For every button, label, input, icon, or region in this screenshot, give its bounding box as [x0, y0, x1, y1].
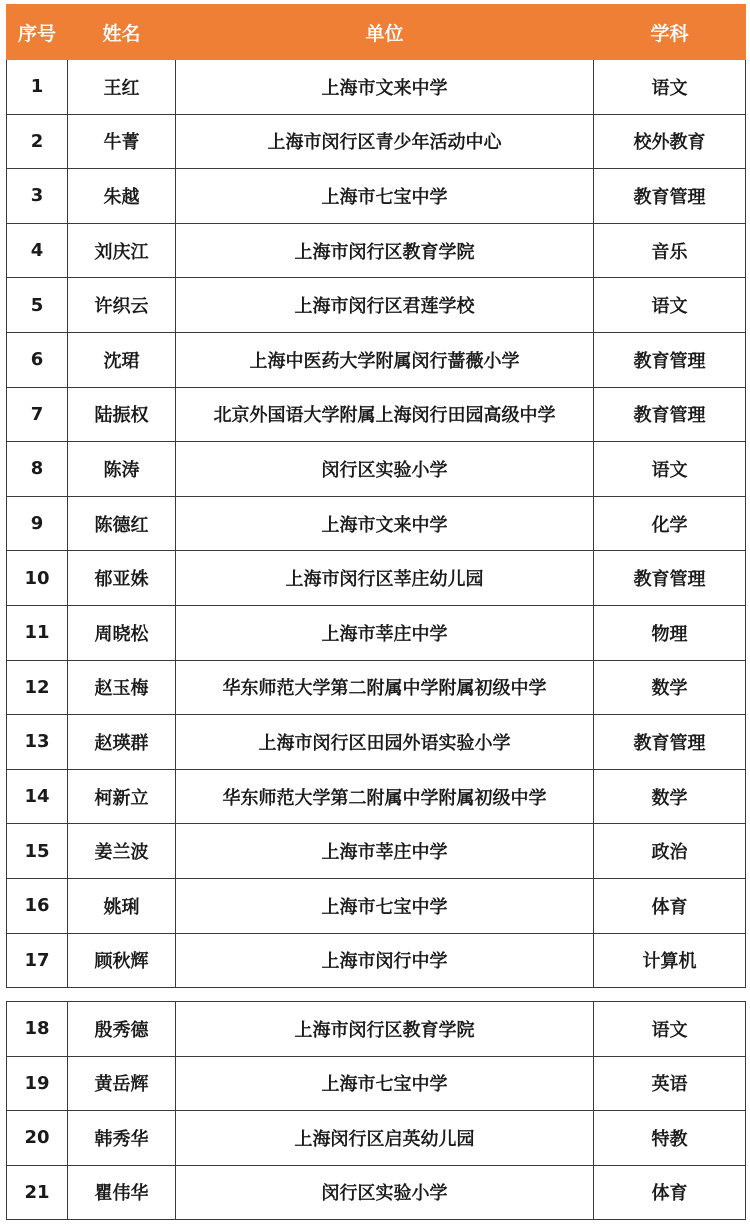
cell-unit: 北京外国语大学附属上海闵行田园高级中学 — [176, 387, 594, 442]
table-row — [7, 278, 746, 333]
cell-unit: 上海市莘庄中学 — [176, 824, 594, 879]
table-row — [7, 824, 746, 879]
cell-no: 13 — [7, 715, 68, 770]
cell-subject: 体育 — [594, 1165, 746, 1220]
cell-subject: 英语 — [594, 1056, 746, 1111]
cell-name: 殷秀德 — [68, 1002, 176, 1057]
cell-name: 朱越 — [68, 169, 176, 224]
table-row — [7, 1165, 746, 1220]
header-row — [7, 5, 746, 60]
header-no: 序号 — [7, 5, 68, 60]
cell-name: 顾秋辉 — [68, 933, 176, 988]
cell-unit: 闵行区实验小学 — [176, 1165, 594, 1220]
cell-subject: 教育管理 — [594, 169, 746, 224]
cell-name: 赵玉梅 — [68, 660, 176, 715]
cell-no: 12 — [7, 660, 68, 715]
cell-unit: 上海市闵行区青少年活动中心 — [176, 114, 594, 169]
table-row — [7, 60, 746, 115]
table-row — [7, 715, 746, 770]
cell-name: 瞿伟华 — [68, 1165, 176, 1220]
cell-subject: 物理 — [594, 605, 746, 660]
table-row — [7, 496, 746, 551]
cell-subject: 教育管理 — [594, 715, 746, 770]
cell-name: 姜兰波 — [68, 824, 176, 879]
cell-unit: 上海市闵行区教育学院 — [176, 1002, 594, 1057]
cell-no: 15 — [7, 824, 68, 879]
cell-name: 陈涛 — [68, 442, 176, 497]
cell-unit: 上海市七宝中学 — [176, 169, 594, 224]
cell-unit: 上海市闵行区莘庄幼儿园 — [176, 551, 594, 606]
cell-no: 14 — [7, 769, 68, 824]
cell-subject: 语文 — [594, 60, 746, 115]
cell-no: 2 — [7, 114, 68, 169]
cell-unit: 上海市闵行区教育学院 — [176, 223, 594, 278]
table-body-continued — [7, 1002, 746, 1220]
cell-unit: 上海市文来中学 — [176, 496, 594, 551]
table-row — [7, 442, 746, 497]
cell-no: 11 — [7, 605, 68, 660]
table-row — [7, 387, 746, 442]
cell-subject: 计算机 — [594, 933, 746, 988]
cell-unit: 上海市闵行区田园外语实验小学 — [176, 715, 594, 770]
cell-subject: 语文 — [594, 442, 746, 497]
cell-subject: 化学 — [594, 496, 746, 551]
cell-subject: 教育管理 — [594, 551, 746, 606]
cell-unit: 上海市七宝中学 — [176, 1056, 594, 1111]
table-row — [7, 169, 746, 224]
cell-subject: 数学 — [594, 660, 746, 715]
cell-no: 7 — [7, 387, 68, 442]
cell-subject: 校外教育 — [594, 114, 746, 169]
cell-name: 柯新立 — [68, 769, 176, 824]
table-row — [7, 878, 746, 933]
cell-subject: 语文 — [594, 278, 746, 333]
cell-name: 牛菁 — [68, 114, 176, 169]
table-row — [7, 332, 746, 387]
cell-subject: 数学 — [594, 769, 746, 824]
staff-table-main — [6, 4, 746, 988]
cell-unit: 华东师范大学第二附属中学附属初级中学 — [176, 660, 594, 715]
table-row — [7, 1056, 746, 1111]
cell-subject: 语文 — [594, 1002, 746, 1057]
cell-no: 10 — [7, 551, 68, 606]
cell-unit: 上海市闵行中学 — [176, 933, 594, 988]
header-name: 姓名 — [68, 5, 176, 60]
cell-unit: 上海市七宝中学 — [176, 878, 594, 933]
cell-no: 21 — [7, 1165, 68, 1220]
table-row — [7, 114, 746, 169]
cell-unit: 上海市闵行区君莲学校 — [176, 278, 594, 333]
cell-subject: 特教 — [594, 1111, 746, 1166]
table-row — [7, 223, 746, 278]
table-row — [7, 1111, 746, 1166]
cell-no: 19 — [7, 1056, 68, 1111]
cell-name: 赵瑛群 — [68, 715, 176, 770]
table-body — [7, 60, 746, 988]
cell-unit: 华东师范大学第二附属中学附属初级中学 — [176, 769, 594, 824]
cell-no: 16 — [7, 878, 68, 933]
cell-name: 陆振权 — [68, 387, 176, 442]
header-subject: 学科 — [594, 5, 746, 60]
cell-subject: 教育管理 — [594, 387, 746, 442]
cell-unit: 上海市莘庄中学 — [176, 605, 594, 660]
table-row — [7, 660, 746, 715]
cell-no: 5 — [7, 278, 68, 333]
table-row — [7, 1002, 746, 1057]
cell-name: 陈德红 — [68, 496, 176, 551]
table-row — [7, 551, 746, 606]
cell-name: 姚琍 — [68, 878, 176, 933]
cell-no: 8 — [7, 442, 68, 497]
table-row — [7, 933, 746, 988]
header-unit: 单位 — [176, 5, 594, 60]
staff-table-continued — [6, 1001, 746, 1220]
cell-name: 周晓松 — [68, 605, 176, 660]
cell-subject: 政治 — [594, 824, 746, 879]
cell-name: 郁亚姝 — [68, 551, 176, 606]
cell-subject: 体育 — [594, 878, 746, 933]
cell-no: 3 — [7, 169, 68, 224]
cell-unit: 上海市文来中学 — [176, 60, 594, 115]
cell-no: 9 — [7, 496, 68, 551]
table-row — [7, 605, 746, 660]
table-row — [7, 769, 746, 824]
cell-name: 许织云 — [68, 278, 176, 333]
cell-unit: 上海闵行区启英幼儿园 — [176, 1111, 594, 1166]
cell-unit: 闵行区实验小学 — [176, 442, 594, 497]
cell-no: 18 — [7, 1002, 68, 1057]
cell-subject: 教育管理 — [594, 332, 746, 387]
cell-name: 韩秀华 — [68, 1111, 176, 1166]
cell-name: 沈珺 — [68, 332, 176, 387]
cell-no: 1 — [7, 60, 68, 115]
cell-name: 刘庆江 — [68, 223, 176, 278]
cell-no: 6 — [7, 332, 68, 387]
cell-name: 黄岳辉 — [68, 1056, 176, 1111]
cell-name: 王红 — [68, 60, 176, 115]
cell-no: 4 — [7, 223, 68, 278]
cell-unit: 上海中医药大学附属闵行蔷薇小学 — [176, 332, 594, 387]
cell-subject: 音乐 — [594, 223, 746, 278]
cell-no: 20 — [7, 1111, 68, 1166]
table-header — [7, 5, 746, 60]
cell-no: 17 — [7, 933, 68, 988]
